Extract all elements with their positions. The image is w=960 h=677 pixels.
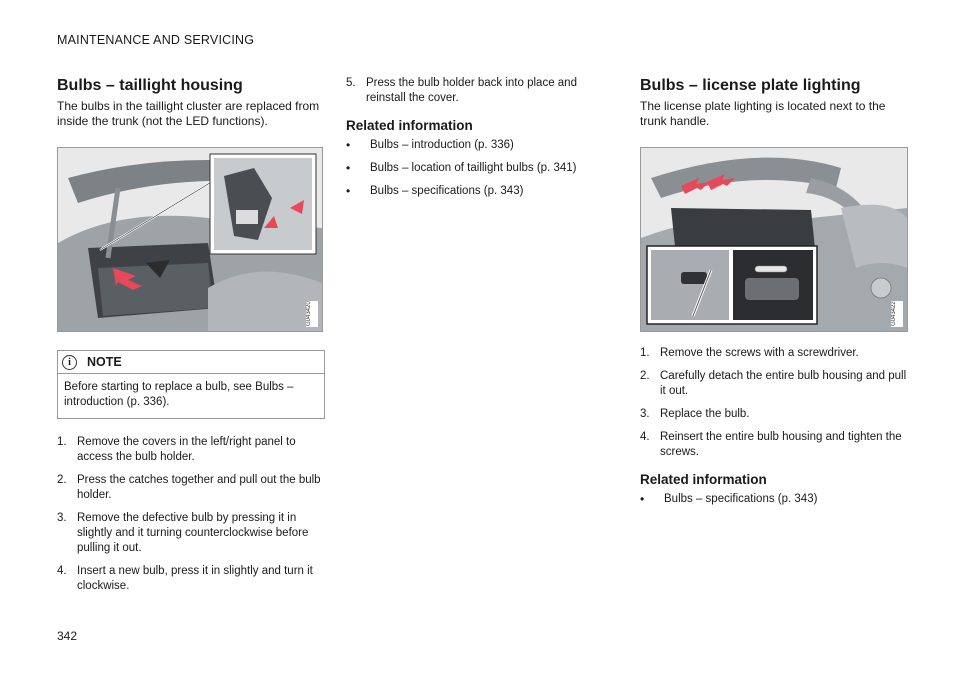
column-taillight: [57, 76, 325, 602]
column-license-plate: [640, 76, 910, 515]
info-icon: i: [62, 355, 77, 370]
related-link[interactable]: • Bulbs – introduction (p. 336): [346, 138, 514, 152]
license-plate-title: Bulbs – license plate lighting: [640, 77, 861, 94]
list-item: 2. Press the catches together and pull out the bulb holder.: [57, 474, 321, 501]
related-links: [640, 492, 910, 507]
section-header: MAINTENANCE AND SERVICING: [57, 33, 255, 47]
list-item: 4. Reinsert the entire bulb housing and tighten the screws.: [640, 431, 902, 458]
license-plate-steps: [640, 346, 910, 460]
list-item: 5. Press the bulb holder back into place and reinstall the cover.: [346, 77, 577, 104]
license-plate-illustration: [640, 147, 908, 332]
related-links: [346, 138, 608, 199]
related-link[interactable]: • Bulbs – location of taillight bulbs (p. 341): [346, 161, 577, 175]
list-item: 2. Carefully detach the entire bulb housing and pull it out.: [640, 370, 907, 397]
list-item: 1. Remove the screws with a screwdriver.: [640, 347, 859, 359]
related-info-heading: Related information: [346, 118, 473, 133]
taillight-steps: [57, 435, 325, 594]
list-item: 3. Replace the bulb.: [640, 408, 750, 420]
figure-code: G043422: [891, 301, 903, 327]
note-title: NOTE: [87, 355, 122, 369]
related-link[interactable]: • Bulbs – specifications (p. 343): [346, 184, 524, 198]
related-link[interactable]: • Bulbs – specifications (p. 343): [640, 492, 818, 506]
trunk-lid-illustration: [641, 148, 907, 331]
taillight-illustration: [57, 147, 323, 332]
taillight-steps-continued: [346, 76, 608, 106]
figure-code: G043420: [306, 301, 318, 327]
related-info-heading: Related information: [640, 472, 767, 487]
column-continuation: [346, 76, 608, 207]
list-item: 1. Remove the covers in the left/right panel to access the bulb holder.: [57, 436, 296, 463]
list-item: 3. Remove the defective bulb by pressing it in slightly and it turning counterclockwise before pulling it out.: [57, 512, 309, 554]
note-body: Before starting to replace a bulb, see Bulbs – introduction (p. 336).: [64, 381, 294, 408]
car-trunk-illustration: [58, 148, 322, 331]
list-item: 4. Insert a new bulb, press it in slightly and turn it clockwise.: [57, 565, 313, 592]
note-box: [57, 350, 325, 419]
taillight-title: Bulbs – taillight housing: [57, 77, 243, 94]
taillight-intro: The bulbs in the taillight cluster are replaced from inside the trunk (not the LED functions).: [57, 99, 320, 128]
page-number: 342: [57, 629, 78, 643]
license-plate-intro: The license plate lighting is located next to the trunk handle.: [640, 99, 886, 128]
note-header: [58, 351, 324, 374]
